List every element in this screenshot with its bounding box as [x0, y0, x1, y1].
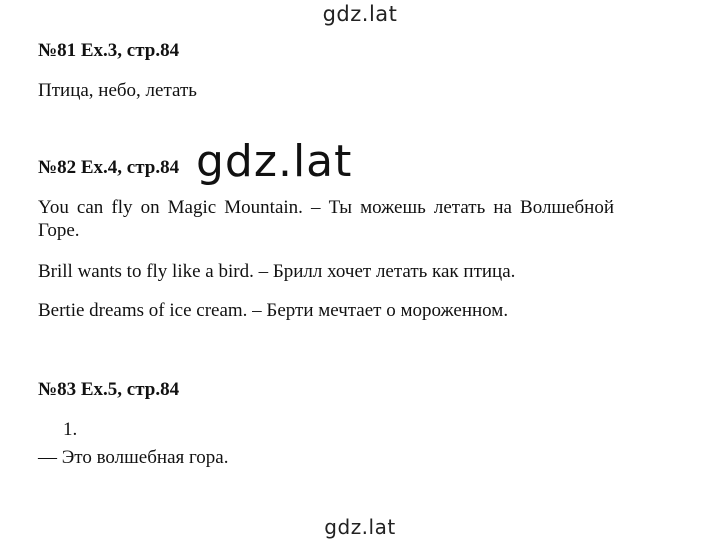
section-82-line-1: You can fly on Magic Mountain. – Ты можешь летать на Волшебной Горе. — [38, 197, 614, 241]
watermark-center: gdz.lat — [196, 136, 353, 187]
heading-81: №81 Ex.3, стр.84 — [38, 40, 180, 61]
watermark-bottom: gdz.lat — [324, 515, 396, 539]
heading-83: №83 Ex.5, стр.84 — [38, 379, 180, 400]
section-82-line-2: Brill wants to fly like a bird. – Брилл хочет летать как птица. — [38, 261, 516, 282]
section-83-line-1: — Это волшебная гора. — [38, 447, 229, 468]
heading-82: №82 Ex.4, стр.84 — [38, 157, 180, 178]
section-83-item-number: 1. — [63, 419, 78, 440]
section-81-line-1: Птица, небо, летать — [38, 80, 197, 101]
section-82-line-3: Bertie dreams of ice cream. – Берти мечтает о мороженном. — [38, 300, 509, 321]
watermark-top: gdz.lat — [322, 2, 398, 26]
